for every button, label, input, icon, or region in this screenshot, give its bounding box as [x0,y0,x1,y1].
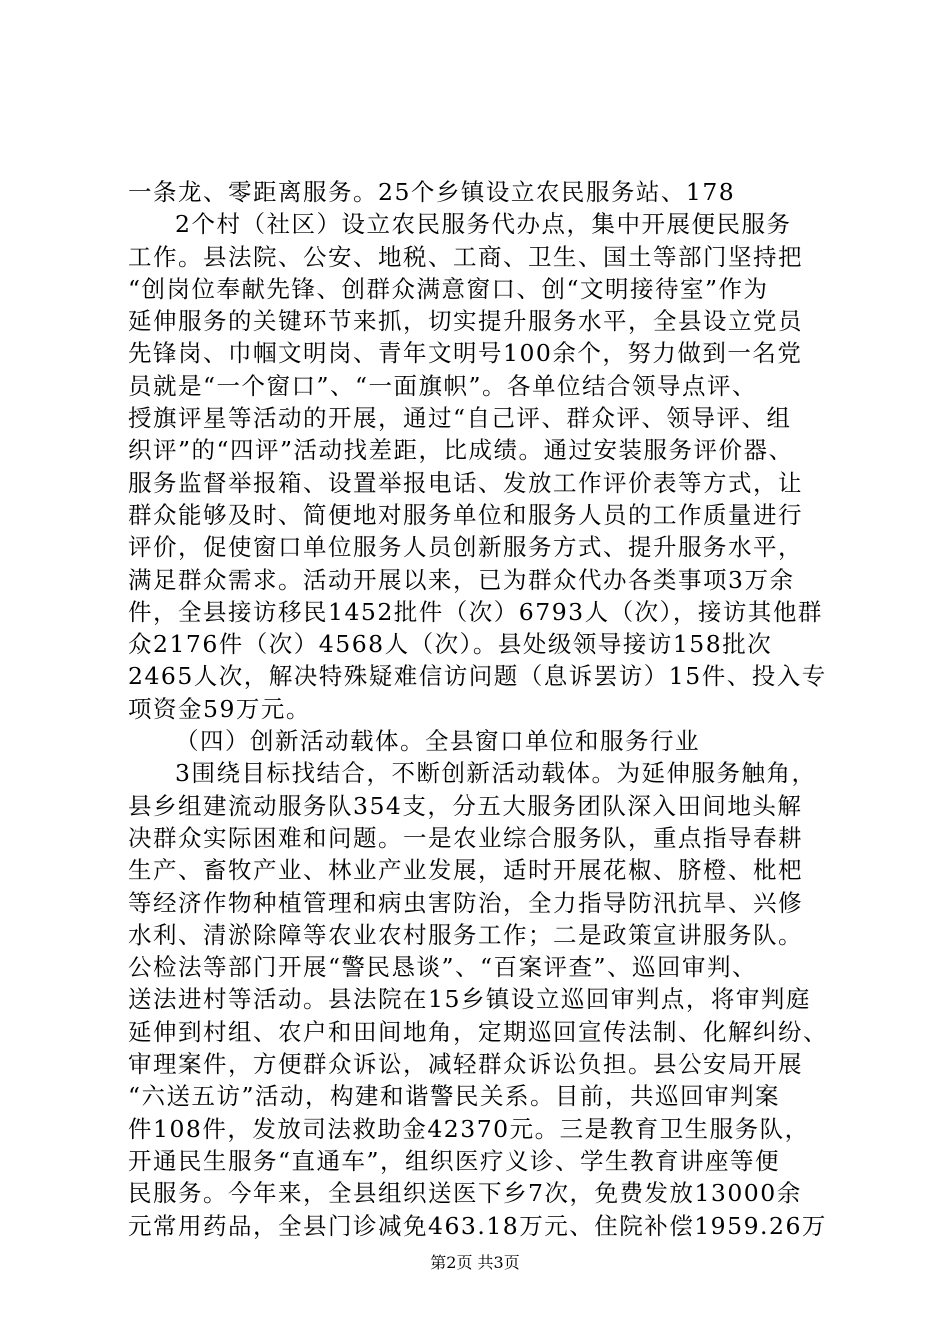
text-line: 送法进村等活动。县法院在15乡镇设立巡回审判点，将审判庭 [128,985,811,1014]
text-line: 县乡组建流动服务队354支，分五大服务团队深入田间地头解 [128,791,803,820]
text-line: 元常用药品，全县门诊减免463.18万元、住院补偿1959.26万 [128,1211,827,1240]
page-number-label: 第2页 共3页 [430,1253,520,1272]
text-line: 服务监督举报箱、设置举报电话、发放工作评价表等方式，让 [128,468,803,497]
text-line: 民服务。今年来，全县组织送医下乡7次，免费发放13000余 [128,1179,802,1208]
text-line: 延伸到村组、农户和田间地角，定期巡回宣传法制、化解纠纷、 [128,1017,828,1046]
text-line: 先锋岗、巾帼文明岗、青年文明号100余个，努力做到一名党 [128,339,803,368]
text-line: 员就是“一个窗口”、“一面旗帜”。各单位结合领导点评、 [128,371,758,400]
text-line: 开通民生服务“直通车”，组织医疗义诊、学生教育讲座等便 [128,1146,781,1175]
section-heading: （四）创新活动载体。全县窗口单位和服务行业 [175,727,700,756]
text-line: 2个村（社区）设立农民服务代办点，集中开展便民服务 [175,210,792,239]
text-line: “创岗位奉献先锋、创群众满意窗口、创“文明接待室”作为 [128,274,769,303]
text-line: 一条龙、零距离服务。25个乡镇设立农民服务站、178 [128,178,736,206]
text-line: 延伸服务的关键环节来抓，切实提升服务水平，全县设立党员 [128,307,803,336]
text-line: 审理案件，方便群众诉讼，减轻群众诉讼负担。县公安局开展 [128,1050,803,1079]
document-body [128,176,828,1242]
text-line: 评价，促使窗口单位服务人员创新服务方式、提升服务水平， [128,533,803,562]
text-line: 满足群众需求。活动开展以来，已为群众代办各类事项3万余 [128,565,795,594]
text-line: “六送五访”活动，构建和谐警民关系。目前，共巡回审判案 [128,1082,781,1111]
text-line: 件，全县接访移民1452批件（次）6793人（次），接访其他群 [128,597,823,626]
text-line: 工作。县法院、公安、地税、工商、卫生、国土等部门坚持把 [128,242,803,271]
text-line: 等经济作物种植管理和病虫害防治，全力指导防汛抗旱、兴修 [128,888,803,917]
text-line: 决群众实际困难和问题。一是农业综合服务队，重点指导春耕 [128,823,803,852]
text-line: 生产、畜牧产业、林业产业发展，适时开展花椒、脐橙、枇杷 [128,856,803,885]
text-line: 水利、清淤除障等农业农村服务工作；二是政策宣讲服务队。 [128,920,803,949]
text-line: 群众能够及时、简便地对服务单位和服务人员的工作质量进行 [128,500,803,529]
text-line: 项资金59万元。 [128,694,311,723]
text-line: 众2176件（次）4568人（次）。县处级领导接访158批次 [128,630,773,659]
text-line: 件108件，发放司法救助金42370元。三是教育卫生服务队， [128,1114,810,1143]
text-line: 授旗评星等活动的开展，通过“自己评、群众评、领导评、组 [128,404,792,433]
text-line: 3围绕目标找结合，不断创新活动载体。为延伸服务触角， [175,759,817,788]
page-footer [0,1250,950,1273]
text-line: 织评”的“四评”活动找差距，比成绩。通过安装服务评价器、 [128,436,794,465]
text-line: 2465人次，解决特殊疑难信访问题（息诉罢访）15件、投入专 [128,662,827,691]
text-line: 公检法等部门开展“警民恳谈”、“百案评查”、巡回审判、 [128,953,758,982]
